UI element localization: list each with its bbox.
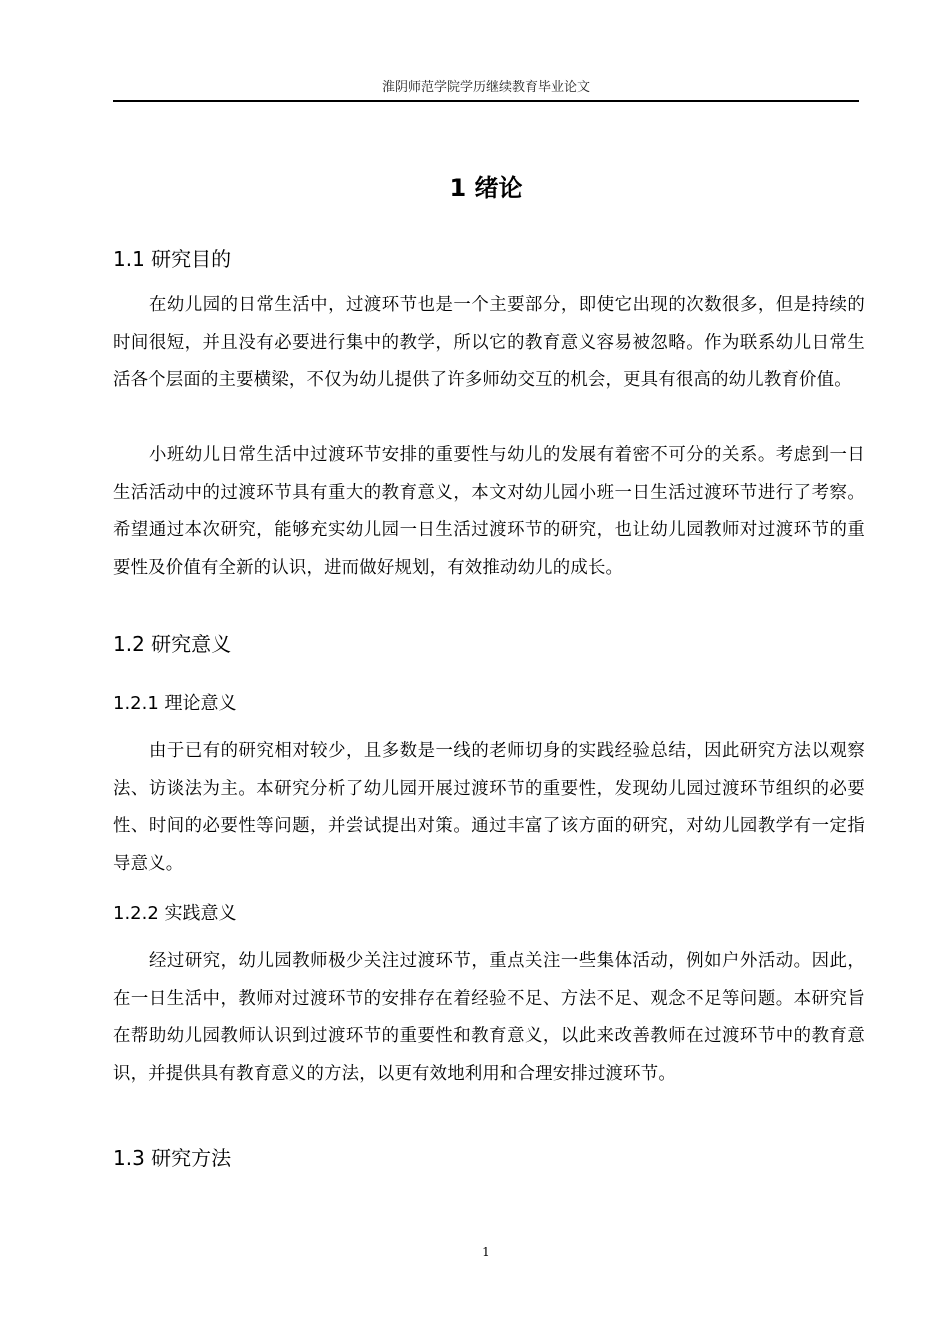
chapter-title: 1 绪论 [449,174,523,202]
page-number: 1 [482,1245,490,1259]
paragraph-1-1-a: 在幼儿园的日常生活中，过渡环节也是一个主要部分，即使它出现的次数很多，但是持续的时间很短，并且没有必要进行集中的教学，所以它的教育意义容易被忽略。作为联系幼儿日常生活各个层面的主要横梁，不仅为幼儿提供了许多师幼交互的机会，更具有很高的幼儿教育价值。 [113,295,865,390]
header-rule [113,100,859,102]
section-heading-1-3: 1.3 研究方法 [113,1146,232,1170]
paragraph-1-2-2: 经过研究，幼儿园教师极少关注过渡环节，重点关注一些集体活动，例如户外活动。因此，在一日生活中，教师对过渡环节的安排存在着经验不足、方法不足、观念不足等问题。本研究旨在帮助幼儿园教师认识到过渡环节的重要性和教育意义，以此来改善教师在过渡环节中的教育意识，并提供具有教育意义的方法，以更有效地利用和合理安排过渡环节。 [113,951,865,1084]
running-header: 淮阴师范学院学历继续教育毕业论文 [381,80,590,95]
section-heading-1-2: 1.2 研究意义 [113,632,232,656]
paragraph-1-2-1: 由于已有的研究相对较少，且多数是一线的老师切身的实践经验总结，因此研究方法以观察法、访谈法为主。本研究分析了幼儿园开展过渡环节的重要性，发现幼儿园过渡环节组织的必要性、时间的必要性等问题，并尝试提出对策。通过丰富了该方面的研究，对幼儿园教学有一定指导意义。 [113,741,865,874]
paragraph-1-1-b: 小班幼儿日常生活中过渡环节安排的重要性与幼儿的发展有着密不可分的关系。考虑到一日生活活动中的过渡环节具有重大的教育意义，本文对幼儿园小班一日生活过渡环节进行了考察。希望通过本次研究，能够充实幼儿园一日生活过渡环节的研究，也让幼儿园教师对过渡环节的重要性及价值有全新的认识，进而做好规划，有效推动幼儿的成长。 [113,445,865,578]
section-heading-1-1: 1.1 研究目的 [113,247,232,271]
section-heading-1-2-2: 1.2.2 实践意义 [113,903,237,924]
section-heading-1-2-1: 1.2.1 理论意义 [113,693,237,714]
